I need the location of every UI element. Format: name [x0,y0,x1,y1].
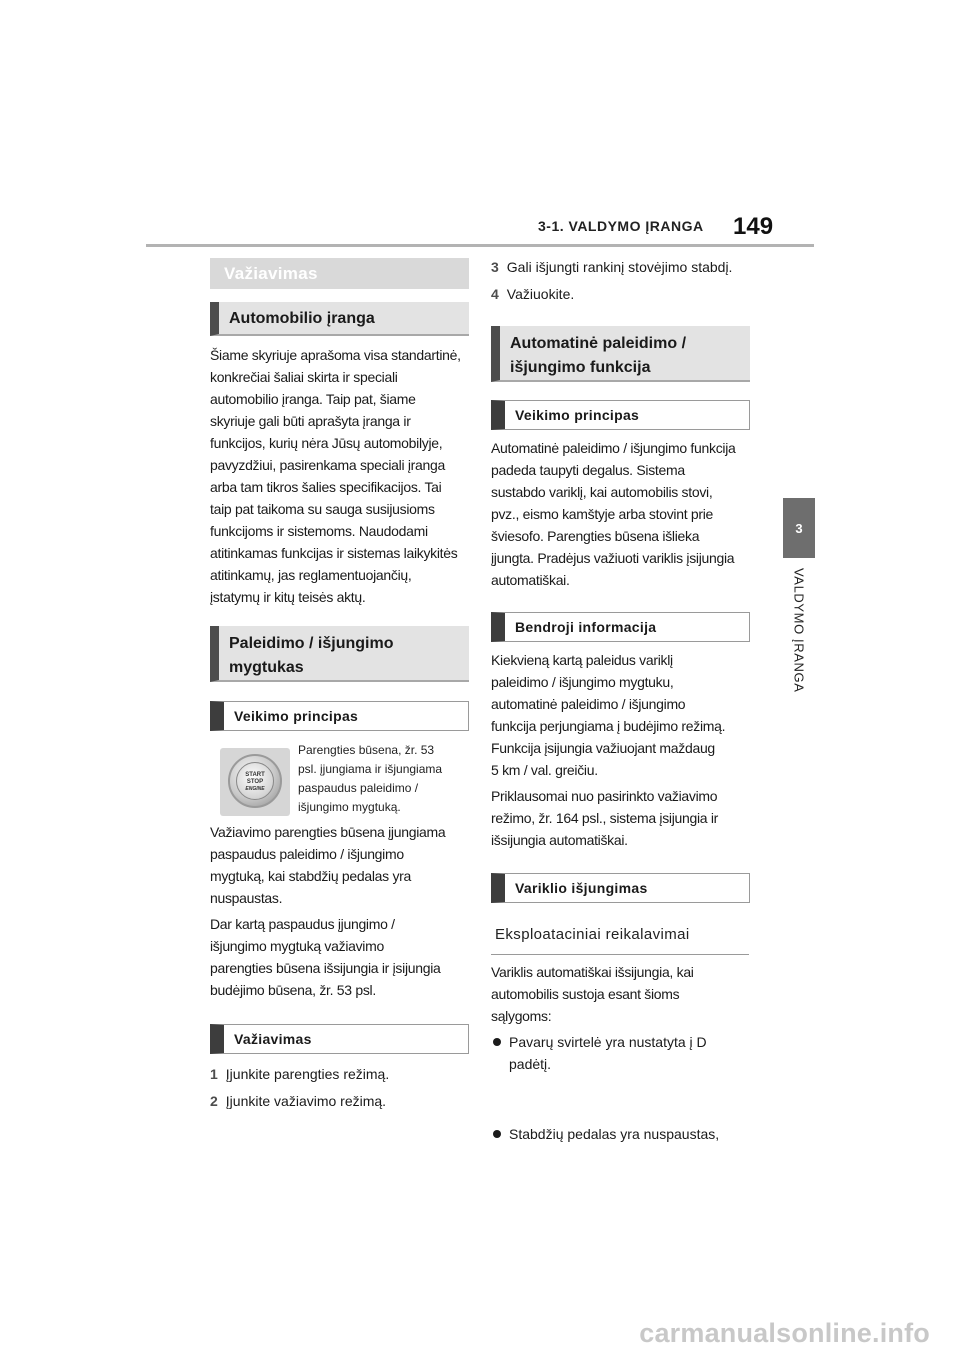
caption-line: psl. įjungiama ir išjungiama [298,762,443,776]
text-line: skyriuje gali būti aprašyta įranga ir [210,413,411,429]
text-line: atitinkamų, jas reglamentuojančių, [210,567,412,583]
section-title: 3-1. VALDYMO ĮRANGA [538,218,704,234]
heading-line: Paleidimo / išjungimo [229,635,394,652]
text-line: konkrečiai šaliai skirta ir speciali [210,369,398,385]
text-line: Priklausomai nuo pasirinkto važiavimo [491,788,718,804]
step-text: Įjunkite važiavimo režimą. [225,1093,387,1109]
step-number: 2 [210,1093,218,1109]
header-rule [146,244,814,247]
icon-text: STOP [246,779,264,785]
text-line: Dar kartą paspaudus įjungimo / [210,916,395,932]
chapter-number: 3 [795,520,803,536]
heading-line: mygtukas [229,659,304,676]
text-line: sąlygoms: [491,1008,552,1024]
heading-eksploataciniai-reikalavimai: Eksploataciniai reikalavimai [491,926,749,955]
heading-line: išjungimo funkcija [510,359,651,376]
text-line: Pavarų svirtelė yra nustatyta į D [509,1034,707,1050]
page-number: 149 [733,213,774,240]
text-line: Variklis automatiškai išsijungia, kai [491,964,694,980]
paragraph-vaziavimo-rezimas [491,785,761,851]
step-number: 1 [210,1066,218,1082]
text-line: išjungimo mygtuką važiavimo [210,938,384,954]
caption-line: Parengties būsena, žr. 53 [298,743,435,757]
text-line: automobilio įranga. Taip pat, šiame [210,391,416,407]
text-line: šviesofo. Parengties būsena išlieka [491,528,700,544]
step-item [491,283,761,305]
text-line: įstatymų ir kitų teisės aktų. [210,589,366,605]
text-line: atitinkamas funkcijas ir sistemas laikykitės [210,545,458,561]
step-text: Važiuokite. [506,286,575,302]
step-number: 4 [491,286,499,302]
paragraph-bendroji-informacija [491,649,761,781]
section-heading-automatine-funkcija [491,326,750,382]
text-line: automobilis sustoja esant šioms [491,986,680,1002]
section-heading-automobilio-iranga: Automobilio įranga [210,302,469,336]
section-automobilio-iranga-text [210,344,475,608]
button-caption [298,741,468,817]
step-item [491,256,761,278]
chapter-label: VALDYMO ĮRANGA [791,568,807,693]
text-line: funkcijoms ir sistemoms. Naudodami [210,523,428,539]
text-line: Automatinė paleidimo / išjungimo funkcija [491,440,736,456]
subheading-bendroji-informacija: Bendroji informacija [491,612,750,642]
subheading-vaziavimas: Važiavimas [210,1024,469,1054]
step-item [210,1090,475,1112]
text-line: arba tam tikros šalies specifikacijos. Tai [210,479,442,495]
paragraph-parengties-ijungimas [210,821,475,909]
text-line: pvz., eismo kamštyje arba stovint prie [491,506,714,522]
text-line: funkcijos, kurių nėra Jūsų automobilyje, [210,435,443,451]
major-heading: Važiavimas [210,258,469,289]
watermark: carmanualsonline.info [639,1318,930,1348]
chapter-side-label [783,568,815,718]
section-heading-paleidimo-mygtukas [210,626,469,682]
chapter-tab [783,498,815,558]
text-line: funkcija perjungiama į budėjimo režimą. [491,718,726,734]
text-line: budėjimo būsena, žr. 53 psl. [210,982,376,998]
caption-line: išjungimo mygtuką. [298,800,401,814]
paragraph-funkcija-aprasymas [491,437,761,591]
text-line: automatiškai. [491,572,570,588]
text-line: Važiavimo parengties būsena įjungiama [210,824,446,840]
text-line: režimo, žr. 164 psl., sistema įsijungia ir [491,810,719,826]
text-line: parengties būsena išsijungia ir įsijungia [210,960,441,976]
step-item [210,1063,475,1085]
text-line: Kiekvieną kartą paleidus variklį [491,652,673,668]
text-line: taip pat taikoma su sauga susijusioms [210,501,435,517]
caption-line: paspaudus paleidimo / [298,781,419,795]
text-line: automatinė paleidimo / išjungimo [491,696,686,712]
subheading-variklio-isjungimas: Variklio išjungimas [491,873,750,903]
step-text: Gali išjungti rankinį stovėjimo stabdį. [506,259,733,275]
text-line: mygtuką, kai stabdžių pedalas yra [210,868,411,884]
start-stop-button-image [220,748,290,816]
text-line: pavyzdžiui, pasirenkama speciali įranga [210,457,445,473]
list-item [491,1031,774,1075]
paragraph-salygos [491,961,761,1027]
subheading-veikimo-principas: Veikimo principas [210,701,469,731]
step-number: 3 [491,259,499,275]
text-line: padėtį. [509,1056,552,1072]
text-line: Šiame skyriuje aprašoma visa standartinė, [210,347,461,363]
text-line: išsijungia automatiškai. [491,832,628,848]
text-line: Stabdžių pedalas yra nuspaustas, [509,1126,720,1142]
text-line: padeda taupyti degalus. Sistema [491,462,685,478]
heading-line: Automatinė paleidimo / [510,335,687,352]
subheading-veikimo-principas-2: Veikimo principas [491,400,750,430]
text-line: Funkcija įsijungia važiuojant maždaug [491,740,715,756]
text-line: nuspaustas. [210,890,283,906]
paragraph-parengties-issijungimas [210,913,475,1001]
step-text: Įjunkite parengties režimą. [225,1066,390,1082]
start-stop-icon [236,762,274,800]
text-line: paleidimo / išjungimo mygtuku, [491,674,674,690]
text-line: 5 km / val. greičiu. [491,762,598,778]
icon-text: START [245,772,265,778]
text-line: sustabdo variklį, kai automobilis stovi, [491,484,713,500]
text-line: paspaudus paleidimo / išjungimo [210,846,404,862]
icon-text: ENGINE [245,786,265,792]
text-line: įjungta. Pradėjus važiuoti variklis įsijungia [491,550,735,566]
list-item [491,1123,774,1145]
